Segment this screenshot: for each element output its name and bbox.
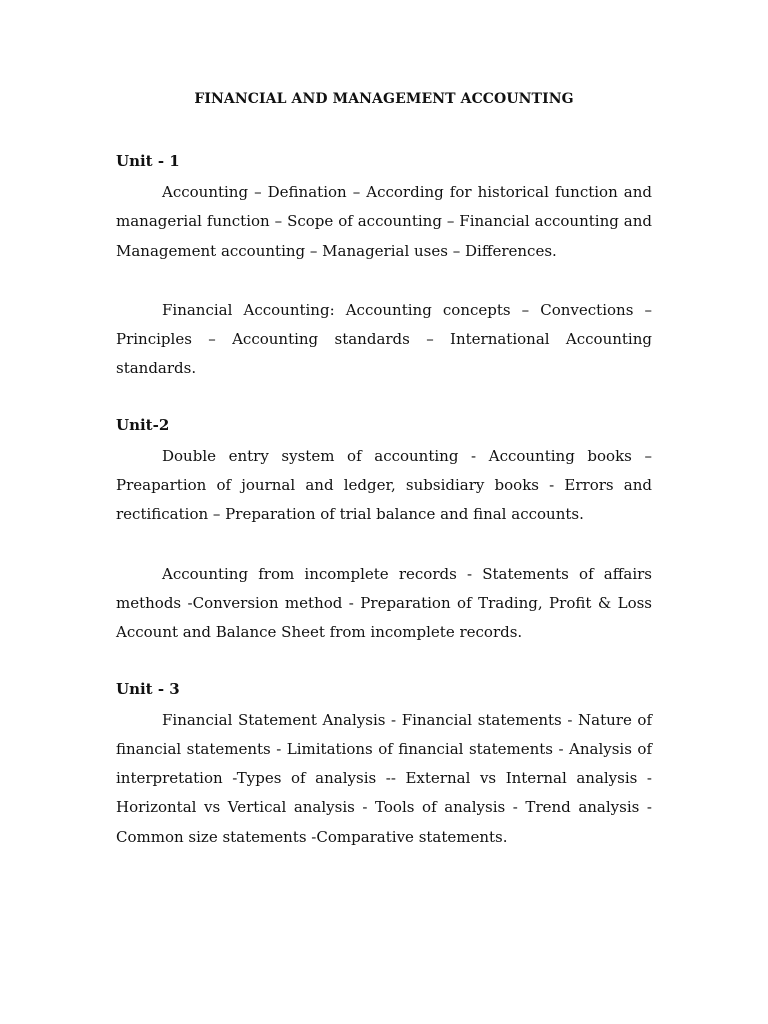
unit-paragraph: Accounting – Defination – According for historical function and managerial function – Scope of accounting – Financial accounting and Management accounting – Managerial uses – Differences. xyxy=(116,183,652,260)
unit-heading: Unit - 1 xyxy=(116,152,180,170)
unit-paragraph: Financial Accounting: Accounting concepts – Convections – Principles – Accounting standards – International Accounting standards. xyxy=(116,300,652,378)
unit-heading: Unit-2 xyxy=(116,415,170,434)
unit-1-section xyxy=(116,150,652,384)
unit-paragraph: Accounting from incomplete records - Statements of affairs methods -Conversion method - Preparation of Trading, Profit & Loss Account and Balance Sheet from incomplete records. xyxy=(116,564,652,642)
unit-heading: Unit - 3 xyxy=(116,679,180,698)
unit-2-section xyxy=(116,414,652,648)
unit-paragraph: Double entry system of accounting - Accounting books – Preapartion of journal and ledger, subsidiary books - Errors and rectification – Preparation of trial balance and final accounts. xyxy=(116,446,652,524)
unit-3-section xyxy=(116,678,652,852)
document-title: FINANCIAL AND MANAGEMENT ACCOUNTING xyxy=(194,91,574,107)
unit-paragraph: Financial Statement Analysis - Financial statements - Nature of financial statements - Limitations of financial statements - Analysis of interpretation -Types of analysis -- External vs Internal analysis - Horizontal vs Vertical analysis - Tools of analysis - Trend analysis - Common size statements -Comparative statements. xyxy=(116,710,652,846)
